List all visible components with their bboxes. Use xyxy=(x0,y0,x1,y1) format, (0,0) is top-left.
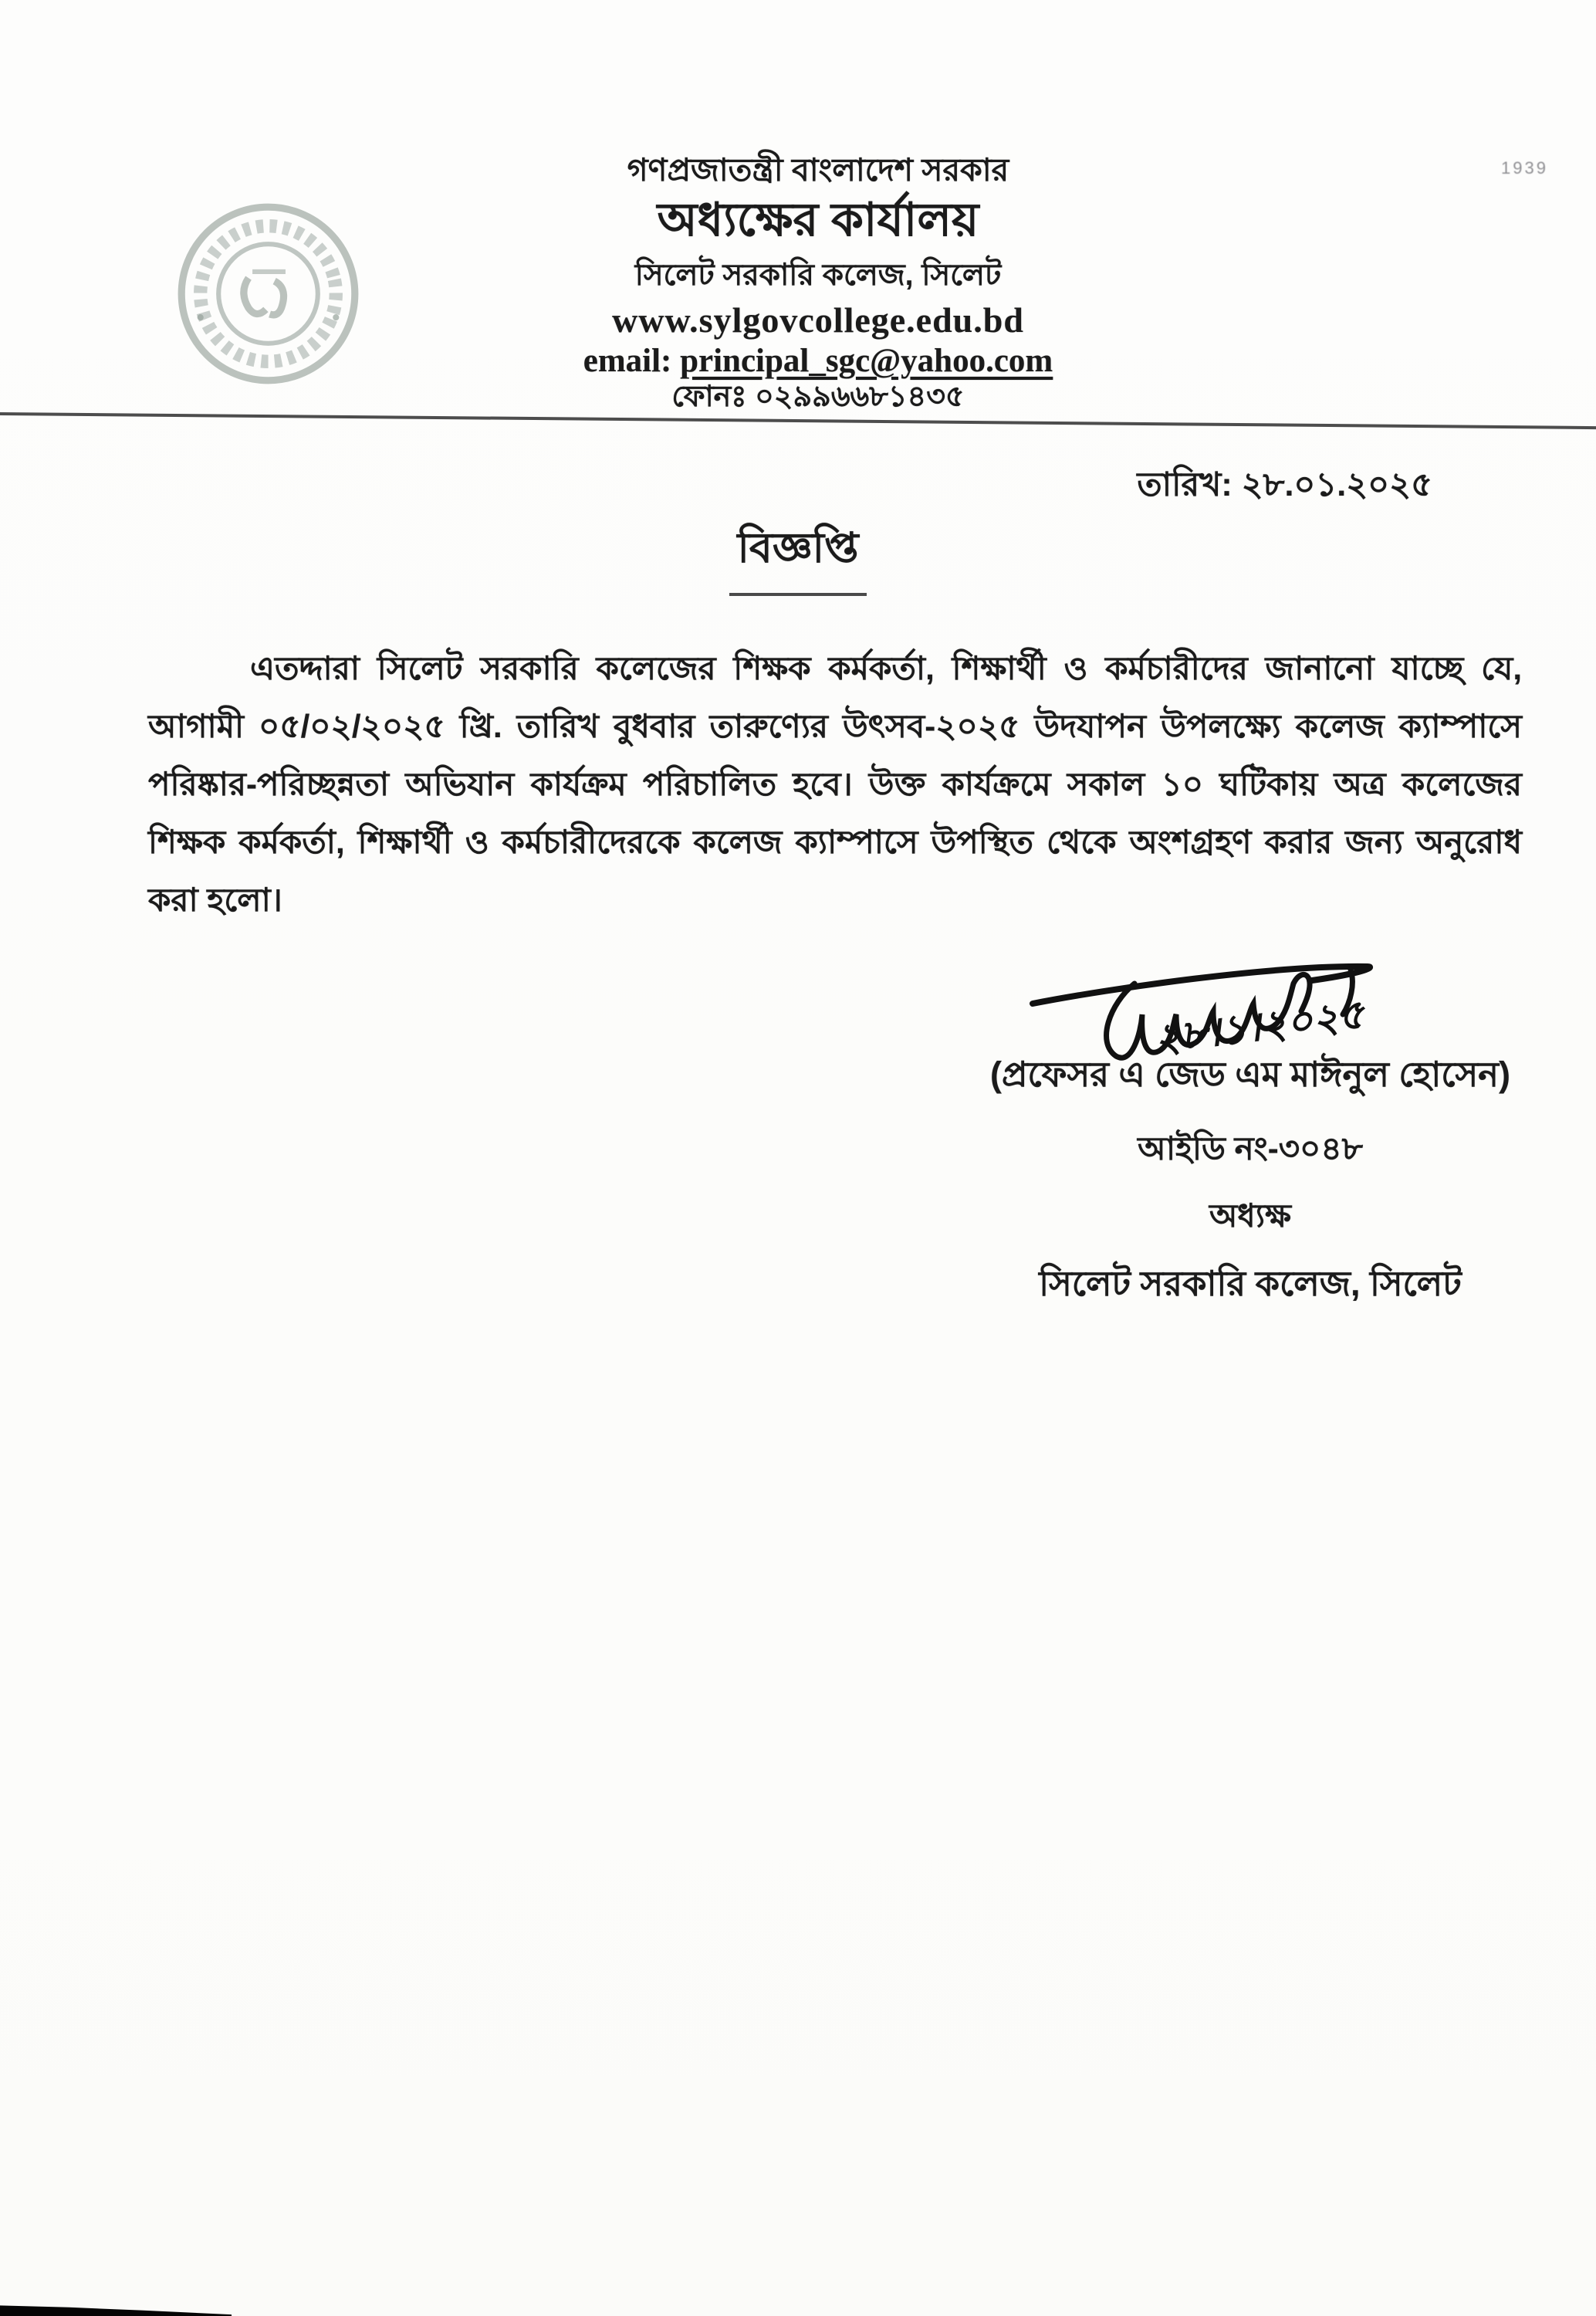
office-line: অধ্যক্ষের কার্যালয় xyxy=(657,194,979,245)
college-line: সিলেট সরকারি কলেজ, সিলেট xyxy=(634,259,1002,292)
signature-block xyxy=(953,1048,1547,1315)
email-label: email: xyxy=(583,343,672,379)
corner-page-mark: 1939 xyxy=(1501,158,1548,178)
notice-body: এতদ্দারা সিলেট সরকারি কলেজের শিক্ষক কর্মকর্তা, শিক্ষার্থী ও কর্মচারীদের জানানো যাচ্ছে যে, আগামী ০৫/০২/২০২৫ খ্রি. তারিখ বুধবার তারুণ্যের উৎসব-২০২৫ উদযাপন উপলক্ষ্যে কলেজ ক্যাম্পাসে পরিষ্কার-পরিচ্ছন্নতা অভিযান কার্যক্রম পরিচালিত হবে। উক্ত কার্যক্রমে সকাল ১০ ঘটিকায় অত্র কলেজের শিক্ষক কর্মকর্তা, শিক্ষার্থী ও কর্মচারীদেরকে কলেজ ক্যাম্পাসে উপস্থিত থেকে অংশগ্রহণ করার জন্য অনুরোধ করা হলো। xyxy=(148,650,1522,918)
notice-date: তারিখ: ২৮.০১.২০২৫ xyxy=(1137,466,1432,503)
signatory-id: আইডি নং-৩০৪৮ xyxy=(1138,1130,1363,1166)
signatory-designation: অধ্যক্ষ xyxy=(1209,1197,1292,1234)
website-line: www.sylgovcollege.edu.bd xyxy=(612,300,1024,340)
government-line: গণপ্রজাতন্ত্রী বাংলাদেশ সরকার xyxy=(627,152,1009,188)
handwritten-date: ২৮।১।২০২৫ xyxy=(1151,991,1368,1062)
college-round-seal-icon xyxy=(174,199,363,388)
email-address: principal_sgc@yahoo.com xyxy=(680,343,1053,379)
signatory-organization: সিলেট সরকারি কলেজ, সিলেট xyxy=(1039,1264,1462,1303)
notice-title-text: বিজ্ঞপ্তি xyxy=(729,516,866,596)
letterhead xyxy=(417,154,1219,411)
phone-line: ফোনঃ ০২৯৯৬৬৮১৪৩৫ xyxy=(671,381,965,413)
notice-title xyxy=(0,516,1596,596)
header-divider xyxy=(0,412,1596,429)
email-line xyxy=(417,344,1219,378)
scan-artifact xyxy=(0,2304,232,2316)
signatory-name: (প্রফেসর এ জেড এম মাঈনুল হোসেন) xyxy=(989,1055,1511,1094)
